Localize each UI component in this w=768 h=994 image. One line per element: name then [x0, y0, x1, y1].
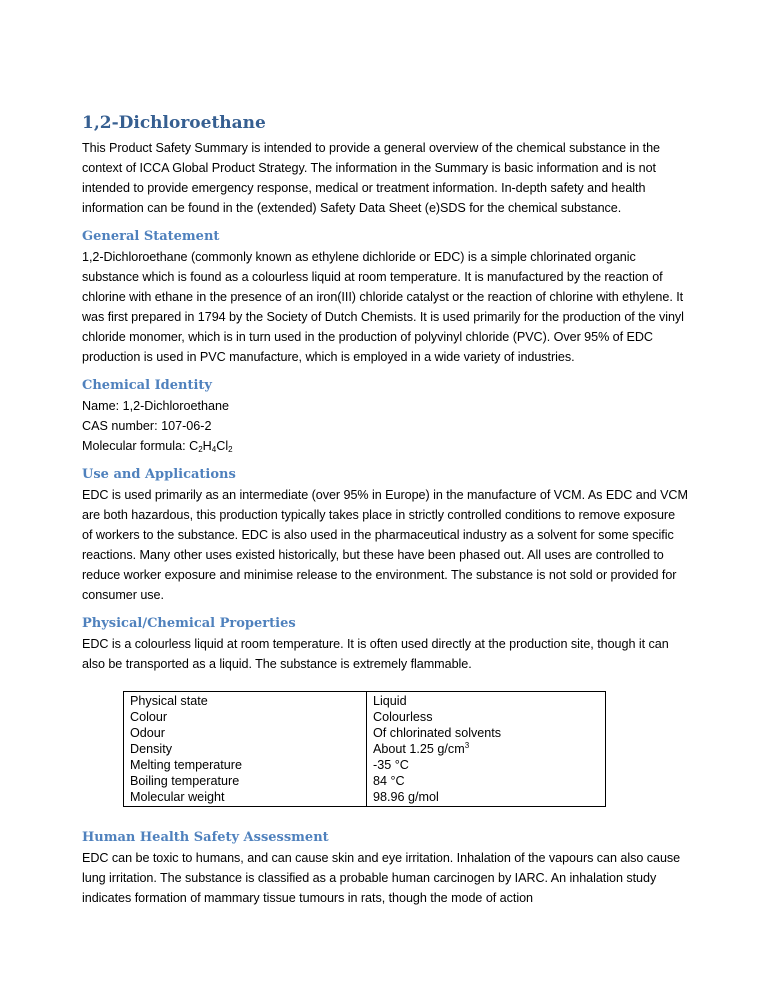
property-name: Density — [124, 741, 367, 757]
properties-paragraph: EDC is a colourless liquid at room temperature. It is often used directly at the production site, though it can also be transported as a liquid. The substance is extremely flammable. — [82, 637, 669, 671]
property-name: Colour — [124, 709, 367, 725]
table-row — [124, 757, 606, 773]
property-value-text: 84 °C — [373, 774, 405, 788]
property-value-text: Liquid — [373, 694, 407, 708]
properties-table — [123, 691, 606, 807]
formula-cl: Cl — [216, 439, 229, 453]
molecular-formula-label: Molecular formula: — [82, 439, 190, 453]
formula-c-count: 2 — [198, 445, 203, 454]
property-name: Molecular weight — [124, 789, 367, 807]
property-value — [367, 789, 606, 807]
table-row — [124, 725, 606, 741]
properties-heading: Physical/Chemical Properties — [82, 616, 296, 631]
formula-c: C — [189, 439, 199, 453]
table-row — [124, 709, 606, 725]
property-value-text: -35 °C — [373, 758, 409, 772]
property-value-text: Of chlorinated solvents — [373, 726, 502, 740]
document-page — [82, 112, 688, 908]
document-title: 1,2-Dichloroethane — [82, 113, 266, 133]
table-row — [124, 789, 606, 807]
property-value — [367, 757, 606, 773]
formula-h: H — [202, 439, 212, 453]
table-row — [124, 773, 606, 789]
property-value-text: Colourless — [373, 710, 433, 724]
intro-paragraph: This Product Safety Summary is intended to provide a general overview of the chemical substance in the context of ICCA Global Product Strategy. The information in the Summary is basic information and is not intended to provide emergency response, medical or treatment information. In-depth safety and health information can be found in the (extended) Safety Data Sheet (e)SDS for the chemical substance. — [82, 141, 661, 215]
property-value-text: About 1.25 g/cm — [373, 742, 465, 756]
property-name: Odour — [124, 725, 367, 741]
general-statement-paragraph: 1,2-Dichloroethane (commonly known as ethylene dichloride or EDC) is a simple chlorinated organic substance which is found as a colourless liquid at room temperature. It is manufactured by the reaction of chlorine with ethane in the presence of an iron(III) chloride catalyst or the reaction of chlorine with ethylene. It was first prepared in 1794 by the Society of Dutch Chemists. It is used primarily for the production of the vinyl chloride monomer, which is in turn used in the production of polyvinyl chloride (PVC). Over 95% of EDC production is used in PVC manufacture, which is employed in a wide variety of industries. — [82, 250, 684, 364]
formula-h-count: 4 — [211, 445, 217, 454]
chemical-identity-heading: Chemical Identity — [82, 378, 212, 393]
molecular-formula — [82, 436, 688, 456]
property-value — [367, 709, 606, 725]
general-statement-heading: General Statement — [82, 229, 220, 244]
property-value-text: 98.96 g/mol — [373, 790, 439, 804]
property-name: Physical state — [124, 692, 367, 710]
health-assessment-heading: Human Health Safety Assessment — [82, 830, 329, 845]
property-value-superscript: 3 — [464, 741, 470, 750]
formula-cl-count: 2 — [228, 445, 233, 454]
use-applications-heading: Use and Applications — [82, 467, 236, 482]
property-value — [367, 773, 606, 789]
use-applications-paragraph: EDC is used primarily as an intermediate (over 95% in Europe) in the manufacture of VCM. As EDC and VCM are both hazardous, this production typically takes place in strictly controlled conditions to remove exposure of workers to the substance. EDC is also used in the pharmaceutical industry as a solvent for some specific reactions. Many other uses existed historically, but these have been phased out. All uses are controlled to reduce worker exposure and minimise release to the environment. The substance is not sold or provided for consumer use. — [82, 488, 688, 602]
health-assessment-paragraph: EDC can be toxic to humans, and can cause skin and eye irritation. Inhalation of the vapours can also cause lung irritation. The substance is classified as a probable human carcinogen by IARC. An inhalation study indicates formation of mammary tissue tumours in rats, though the mode of action — [82, 851, 681, 905]
table-row — [124, 692, 606, 710]
cas-number: CAS number: 107-06-2 — [82, 419, 212, 433]
property-value — [367, 725, 606, 741]
property-value — [367, 692, 606, 710]
property-name: Boiling temperature — [124, 773, 367, 789]
property-value — [367, 741, 606, 757]
table-row — [124, 741, 606, 757]
chemical-name: Name: 1,2-Dichloroethane — [82, 399, 230, 413]
property-name: Melting temperature — [124, 757, 367, 773]
